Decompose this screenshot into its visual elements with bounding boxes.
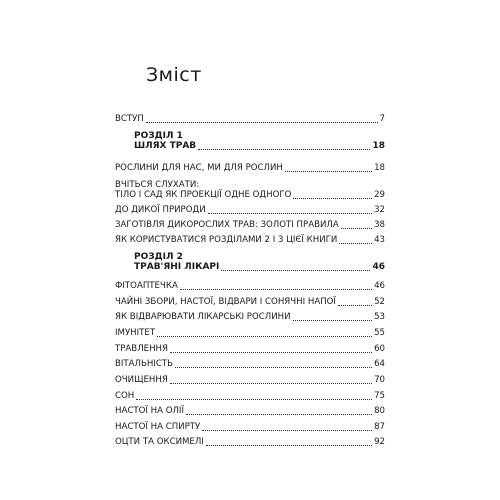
leader-dots [221, 269, 370, 271]
toc-entry-page: 18 [374, 163, 385, 173]
toc-entry[interactable] [115, 312, 385, 323]
leader-dots [180, 288, 372, 290]
leader-dots [206, 444, 372, 446]
leader-dots [146, 121, 378, 123]
toc-entry-page: 43 [374, 235, 385, 245]
toc-entry[interactable] [115, 114, 385, 125]
section-page: 46 [372, 262, 385, 272]
leader-dots [202, 429, 372, 431]
toc-entry-label: ІМУНІТЕТ [115, 328, 156, 338]
toc-entry-label: ЯК КОРИСТУВАТИСЯ РОЗДІЛАМИ 2 І 3 ЦІЄЇ КНИГИ [115, 235, 338, 245]
leader-dots [339, 242, 372, 244]
section-page: 18 [372, 141, 385, 151]
toc-entry-label: ФІТОАПТЕЧКА [115, 281, 178, 291]
toc-section[interactable] [134, 252, 385, 273]
page-title: Зміст [146, 64, 202, 86]
toc-entry-label: НАСТОЇ НА ОЛІЇ [115, 406, 184, 416]
toc-entry-label: РОСЛИНИ ДЛЯ НАС, МИ ДЛЯ РОСЛИН [115, 163, 283, 173]
toc-entry-label: ЧАЙНІ ЗБОРИ, НАСТОЇ, ВІДВАРИ І СОНЯЧНІ НАПОЇ [115, 297, 336, 307]
toc-section[interactable] [134, 131, 385, 152]
toc-entry-page: 38 [374, 220, 385, 230]
toc-entry[interactable] [115, 422, 385, 433]
toc-entry-page: 52 [374, 297, 385, 307]
leader-dots [170, 382, 372, 384]
toc-entry-page: 92 [374, 437, 385, 447]
toc-entry-page: 60 [374, 344, 385, 354]
toc-entry[interactable] [115, 180, 385, 201]
leader-dots [341, 227, 372, 229]
section-title: ТРАВ'ЯНІ ЛІКАРІ [134, 262, 220, 272]
toc-entry-label: ТІЛО І САД ЯК ПРОЕКЦІЇ ОДНЕ ОДНОГО [115, 190, 292, 200]
toc-entry-page: 80 [374, 406, 385, 416]
toc-entry[interactable] [115, 375, 385, 386]
toc-entry[interactable] [115, 281, 385, 292]
toc-entry-label-line1: ВЧІТЬСЯ СЛУХАТИ: [115, 180, 200, 190]
leader-dots [186, 413, 372, 415]
toc-entry-page: 75 [374, 391, 385, 401]
section-number: РОЗДІЛ 2 [134, 252, 183, 262]
leader-dots [170, 351, 372, 353]
toc-entry-label: СОН [115, 391, 135, 401]
toc-entry[interactable] [115, 328, 385, 339]
toc-entry-label: ВІТАЛЬНІСТЬ [115, 359, 174, 369]
leader-dots [198, 148, 370, 150]
toc-entry-page: 7 [379, 114, 385, 124]
section-title: ШЛЯХ ТРАВ [134, 141, 197, 151]
toc-entry[interactable] [115, 437, 385, 448]
toc-entry[interactable] [115, 220, 385, 231]
leader-dots [293, 319, 373, 321]
toc-entry-label: ВСТУП [115, 114, 144, 124]
toc-entry[interactable] [115, 297, 385, 308]
toc-entry[interactable] [115, 406, 385, 417]
toc-entry[interactable] [115, 205, 385, 216]
leader-dots [175, 366, 372, 368]
toc-entry[interactable] [115, 391, 385, 402]
leader-dots [208, 212, 372, 214]
leader-dots [157, 335, 372, 337]
section-number: РОЗДІЛ 1 [134, 131, 183, 141]
toc-entry-page: 32 [374, 205, 385, 215]
toc-entry[interactable] [115, 163, 385, 174]
toc-entry-page: 64 [374, 359, 385, 369]
toc-entry-page: 70 [374, 375, 385, 385]
toc-entry-label: ЗАГОТІВЛЯ ДИКОРОСЛИХ ТРАВ: ЗОЛОТІ ПРАВИЛА [115, 220, 339, 230]
toc-entry-page: 46 [374, 281, 385, 291]
toc-entry-label: ТРАВЛЕННЯ [115, 344, 168, 354]
toc-entry-label: НАСТОЇ НА СПИРТУ [115, 422, 201, 432]
leader-dots [136, 398, 372, 400]
toc-entry-label: ЯК ВІДВАРЮВАТИ ЛІКАРСЬКІ РОСЛИНИ [115, 312, 291, 322]
toc-entry-page: 87 [374, 422, 385, 432]
toc-entry-page: 53 [374, 312, 385, 322]
toc-entry[interactable] [115, 359, 385, 370]
leader-dots [338, 304, 372, 306]
toc-entry-page: 29 [374, 190, 385, 200]
leader-dots [285, 170, 372, 172]
toc-entry-label: ОЧИЩЕННЯ [115, 375, 168, 385]
toc-entry[interactable] [115, 344, 385, 355]
toc-entry-label: ОЦТИ ТА ОКСИМЕЛІ [115, 437, 204, 447]
toc-entry[interactable] [115, 235, 385, 246]
leader-dots [293, 197, 372, 199]
toc-entry-page: 55 [374, 328, 385, 338]
toc-entry-label: ДО ДИКОЇ ПРИРОДИ [115, 205, 206, 215]
